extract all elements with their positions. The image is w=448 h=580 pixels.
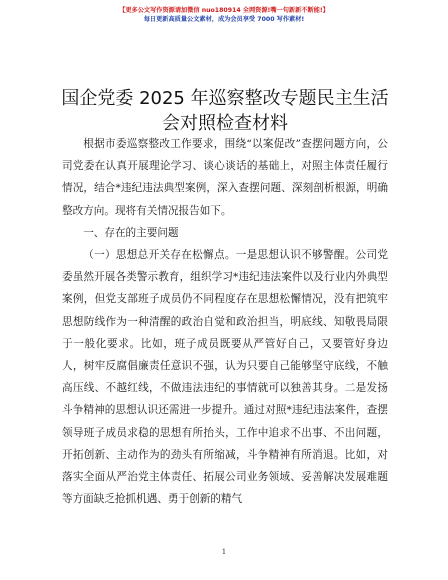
promo-banner <box>0 6 448 24</box>
document-title: 国企党委 2025 年巡察整改专题民主生活会对照检查材料 <box>61 88 389 134</box>
promo-banner-line-1: 【更多公文写作资源请加微信 nuo180914 全网资源!嘴一句新新不断能!】 <box>119 7 329 14</box>
section-heading: 一、存在的主要问题 <box>83 226 179 239</box>
intro-paragraph: 根据市委巡察整改工作要求，围绕“以案促改”查摆问题方向，公司党委在认真开展理论学习、谈心谈话的基础上，对照主体责任履行情况，结合*违纪违法典型案例，深入查摆问题、深刻剖析根源，明确整改方向。现将有关情况报告如下。 <box>62 138 388 217</box>
section-paragraph: （一）思想总开关存在松懈点。一是思想认识不够警醒。公司党委虽然开展各类警示教育，组织学习*违纪违法案件以及行业内外典型案例，但党支部班子成员仍不同程度存在思想松懈情况，没有把筑牢思想防线作为一种清醒的政治自觉和政治担当，明底线、知敬畏局限于一般化要求。比如，班子成员既要从严管好自己，又要管好身边人，树牢反腐倡廉责任意识不强，认为只要自己能够坚守底线，不触高压线、不越红线，不做违法违纪的事情就可以独善其身。二是发扬斗争精神的思想认识还需进一步提升。通过对照*违纪违法案件，查摆领导班子成员求稳的思想有所抬头，工作中追求不出事、不出问题，开拓创新、主动作为的劲头有所缩减，斗争精神有所消退。比如，对落实全面从严治党主体责任、拓展公司业务领域、妥善解决发展难题等方面缺乏抢抓机遇、勇于创新的精气 <box>62 249 388 506</box>
page-number: 1 <box>221 548 227 556</box>
promo-banner-line-2: 每日更新高质量公文素材，成为会员享受 7000 写作素材! <box>143 16 305 23</box>
document-body <box>62 133 388 510</box>
